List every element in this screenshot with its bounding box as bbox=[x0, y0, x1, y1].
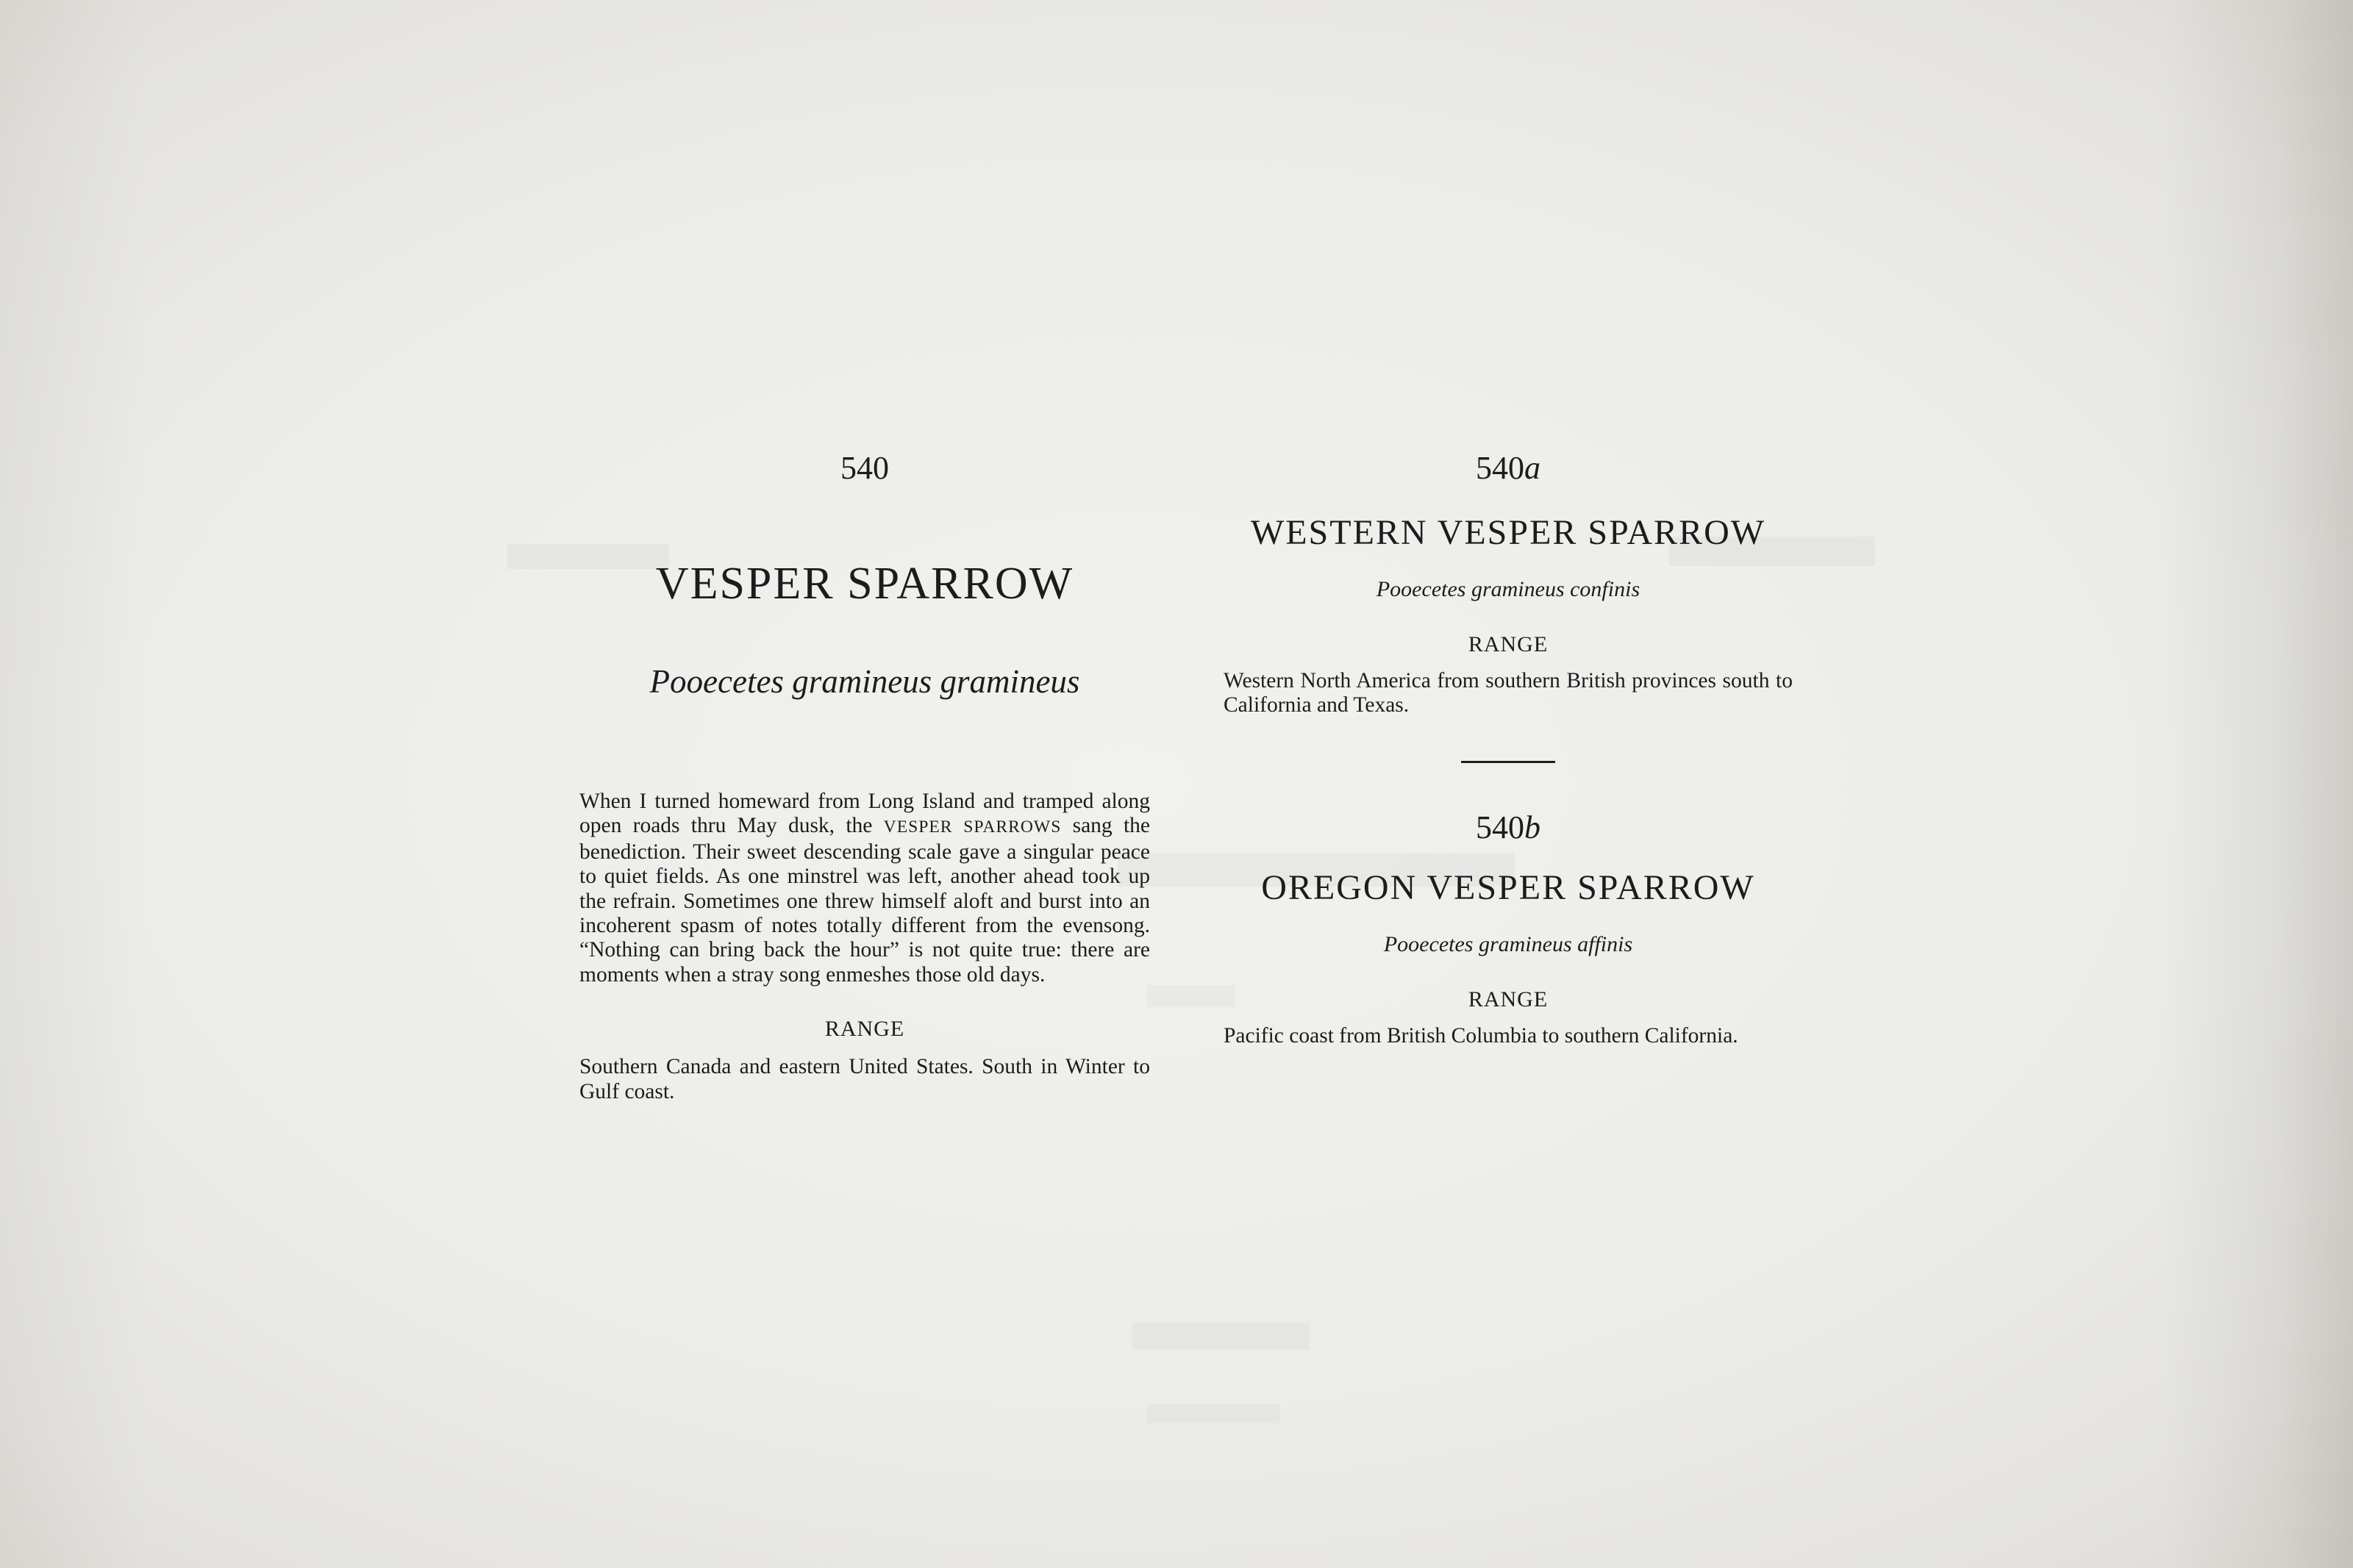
entry-number-text: 540 bbox=[1476, 450, 1524, 486]
range-heading: RANGE bbox=[1468, 632, 1549, 656]
entry-number-suffix: b bbox=[1524, 809, 1540, 845]
description-start: When I turned homeward from Long Island and tramped along open roads thru May dusk, the bbox=[579, 790, 1150, 838]
entry-title: VESPER SPARROW bbox=[655, 559, 1074, 609]
paper-edge-shade bbox=[2162, 0, 2353, 1568]
entry-number-suffix: a bbox=[1524, 450, 1540, 486]
description-species-name: VESPER SPARROWS bbox=[883, 817, 1062, 837]
entry-number-text: 540 bbox=[840, 450, 889, 486]
entry-number bbox=[1224, 809, 1793, 845]
range-text: Western North America from southern British provinces south to California and Texas. bbox=[1224, 669, 1793, 717]
entry-western-vesper-sparrow bbox=[1224, 452, 1793, 718]
range-text: Pacific coast from British Columbia to southern California. bbox=[1224, 1023, 1738, 1048]
entry-oregon-vesper-sparrow bbox=[1224, 809, 1793, 1048]
show-through-mark bbox=[1147, 1404, 1279, 1423]
show-through-mark bbox=[1147, 985, 1235, 1007]
range-heading: RANGE bbox=[1468, 987, 1549, 1012]
entry-title: WESTERN VESPER SPARROW bbox=[1250, 513, 1766, 552]
scientific-name: Pooecetes gramineus affinis bbox=[1383, 931, 1633, 956]
show-through-mark bbox=[1132, 1323, 1309, 1350]
entries-subspecies bbox=[1224, 441, 1793, 1048]
entry-number bbox=[579, 452, 1150, 484]
section-divider bbox=[1461, 761, 1555, 763]
range-heading: RANGE bbox=[824, 1017, 905, 1042]
description-end: sang the benediction. Their sweet descending scale gave a singular peace to quiet fields. As one minstrel was left, another ahead took up the refrain. Sometimes one threw himself aloft and burst into an incoherent spasm of notes totally different from the evensong. “Nothing can bring back the hour” is not quite true: there are moments when a stray song enmeshes those old days. bbox=[579, 814, 1150, 987]
entry-description bbox=[579, 790, 1150, 987]
scientific-name: Pooecetes gramineus confinis bbox=[1376, 577, 1640, 601]
entry-vesper-sparrow bbox=[579, 441, 1150, 1104]
entry-title: OREGON VESPER SPARROW bbox=[1261, 867, 1755, 907]
range-text: Southern Canada and eastern United States. South in Winter to Gulf coast. bbox=[579, 1055, 1150, 1103]
paper-left-shade bbox=[0, 0, 147, 1568]
scientific-name: Pooecetes gramineus gramineus bbox=[649, 663, 1080, 700]
entry-number bbox=[1224, 452, 1793, 484]
entry-number-text: 540 bbox=[1476, 809, 1524, 845]
